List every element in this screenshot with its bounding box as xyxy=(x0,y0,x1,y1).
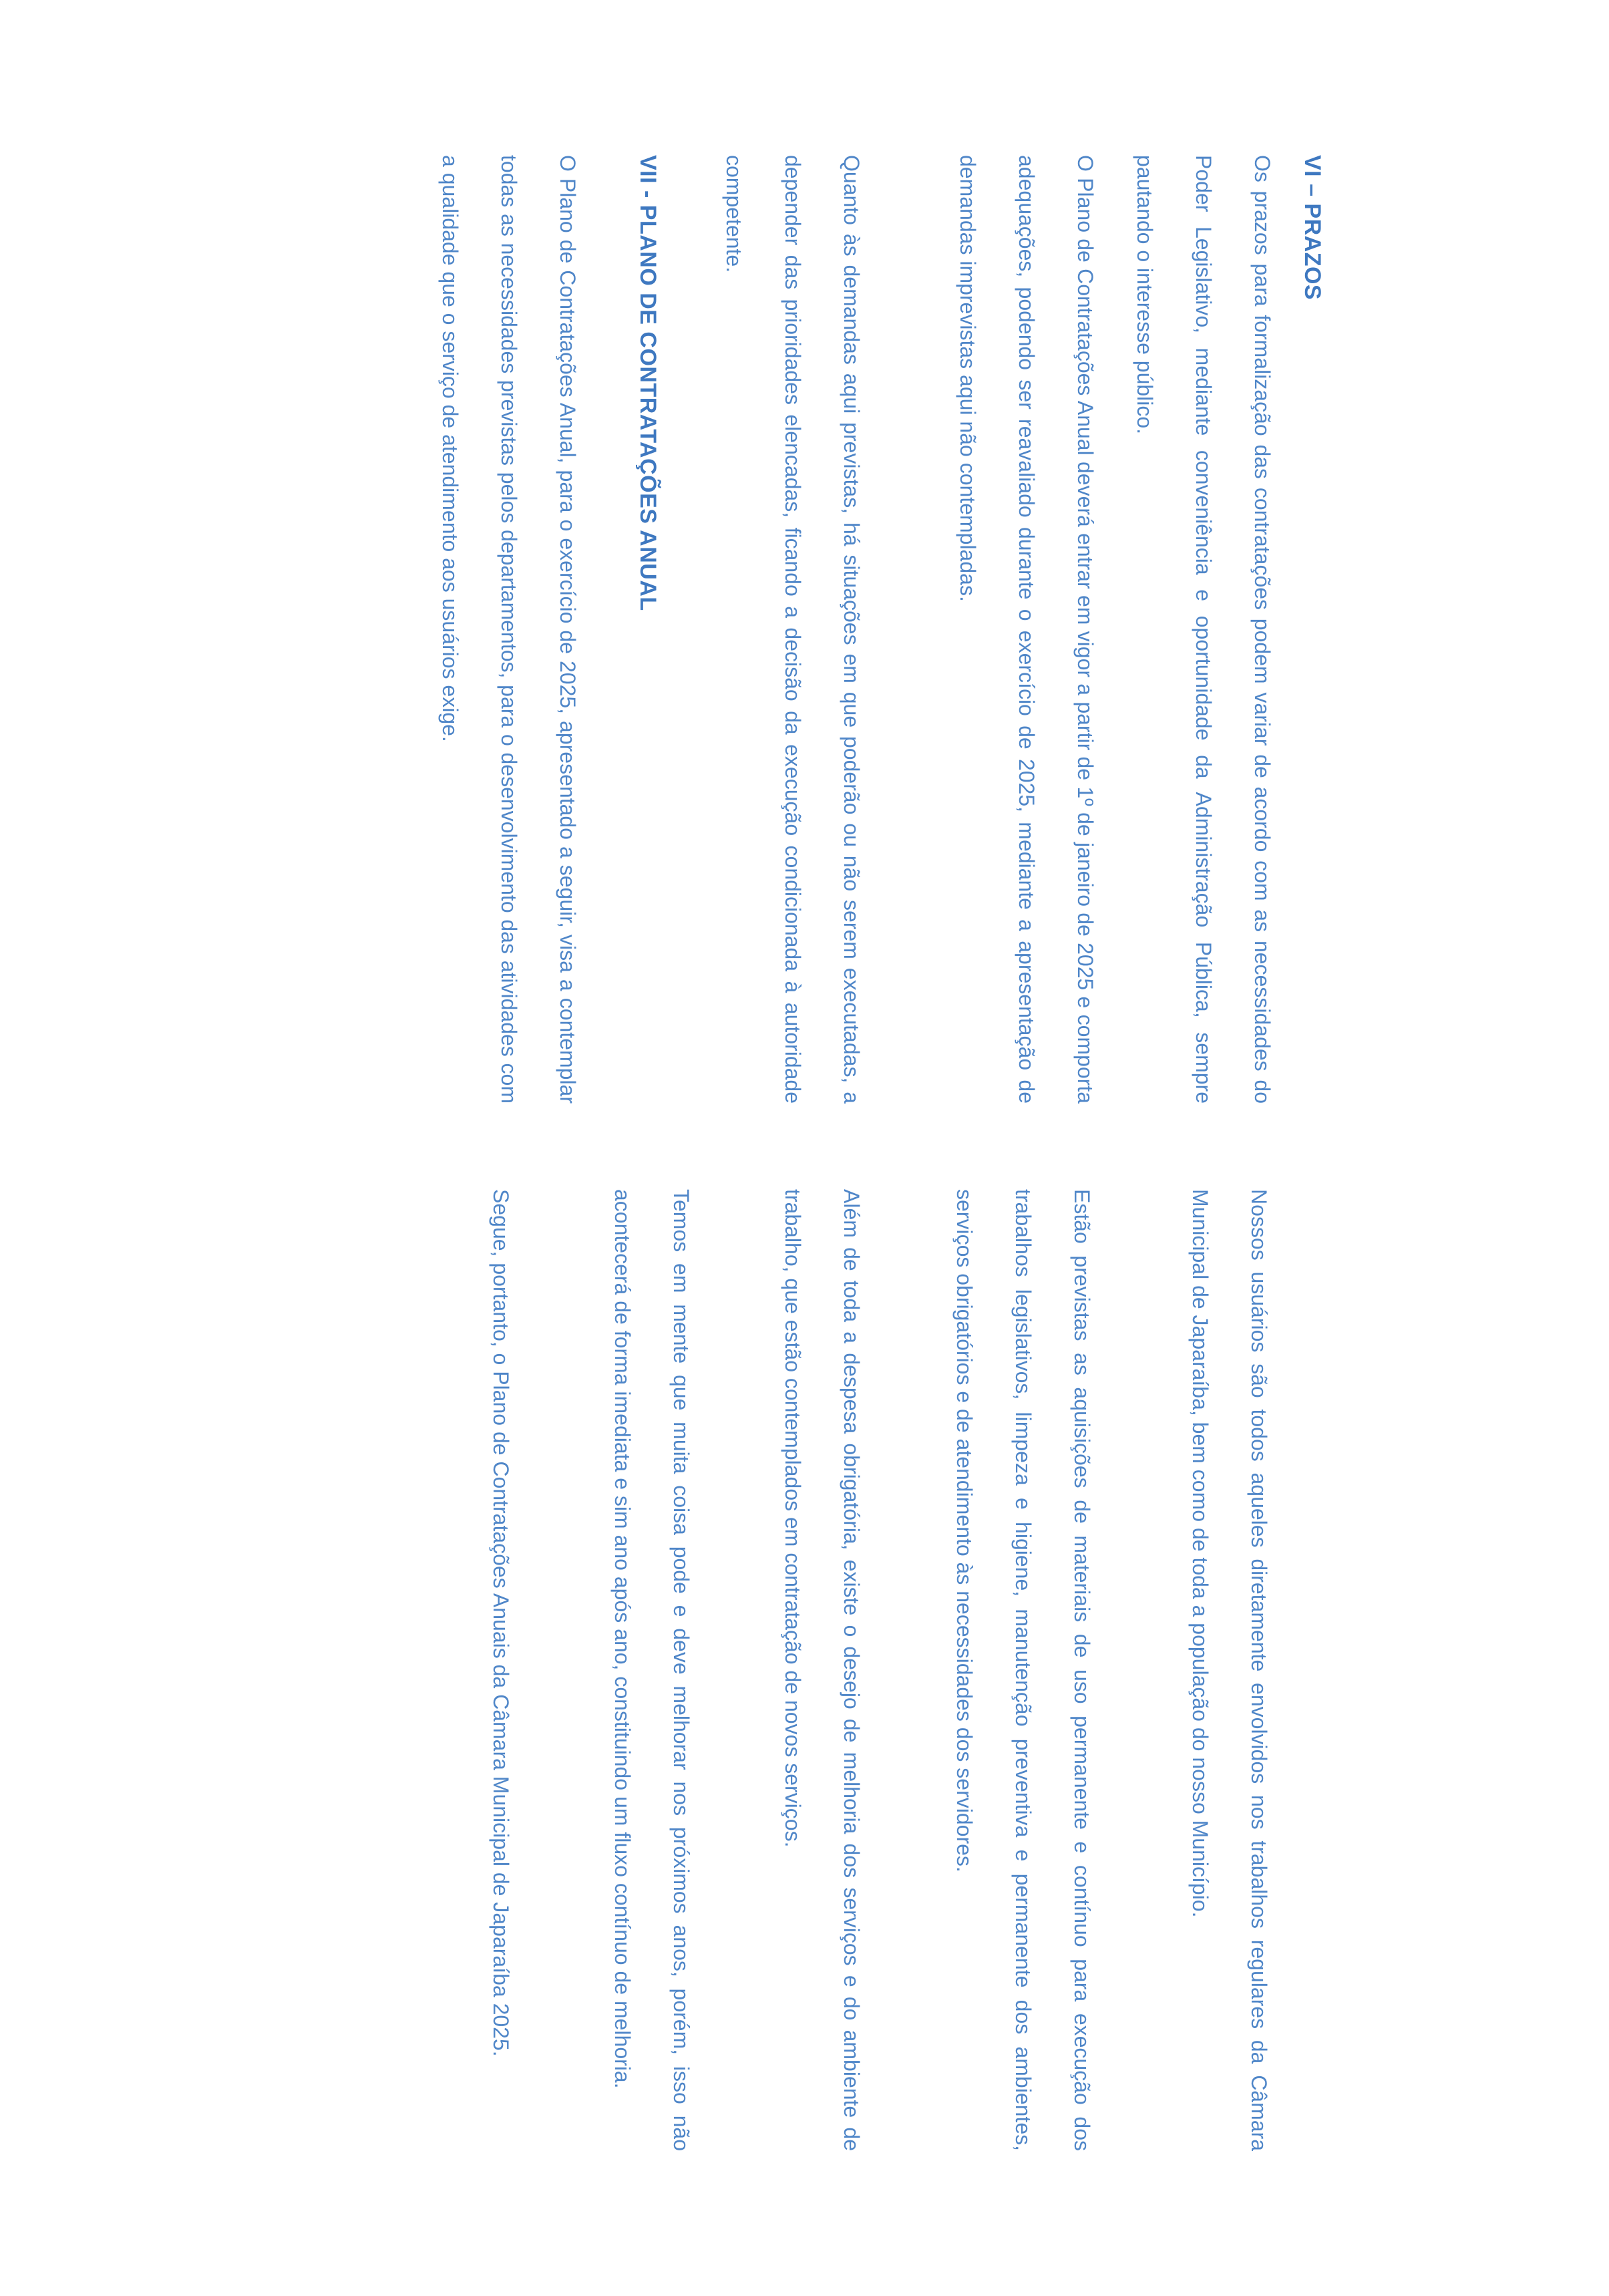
paragraph-plano-2: Nossos usuários são todos aqueles diretamente envolvidos nos trabalhos regulares da Câmara Municipal de Japaraíba, bem como de toda a população do nosso Município. xyxy=(1188,1189,1271,2151)
paragraph-prazos-1: Os prazos para formalização das contratações podem variar de acordo com as necessidades do Poder Legislativo, mediante conveniência e oportunidade da Administração Pública, sempre pautando o interesse público. xyxy=(1133,155,1274,1104)
paragraph-prazos-3: Quanto às demandas aqui previstas, há situações em que poderão ou não serem executadas, a depender das prioridades elencadas, ficando a decisão da execução condicionada à autoridade competente. xyxy=(722,155,864,1104)
paragraph-prazos-2: O Plano de Contratações Anual deverá entrar em vigor a partir de 1º de janeiro de 2025 e comporta adequações, podendo ser reavaliado durante o exercício de 2025, mediante a apresentação de demandas imprevistas aqui não contempladas. xyxy=(956,155,1097,1104)
section-heading-plano: VII - PLANO DE CONTRATAÇÕES ANUAL xyxy=(635,155,661,611)
section-heading-prazos: VI – PRAZOS xyxy=(1300,155,1325,301)
paragraph-plano-3: Estão previstas as aquisições de materiais de uso permanente e contínuo para execução dos trabalhos legislativos, limpeza e higiene, manutenção preventiva e permanente dos ambientes, serviços obrigatórios e de atendimento às necessidades dos servidores. xyxy=(952,1189,1094,2151)
paragraph-plano-4: Além de toda a despesa obrigatória, existe o desejo de melhoria dos serviços e do ambiente de trabalho, que estão contemplados em contratação de novos serviços. xyxy=(781,1189,864,2151)
paragraph-plano-5: Temos em mente que muita coisa pode e deve melhorar nos próximos anos, porém, isso não acontecerá de forma imediata e sim ano após ano, constituindo um fluxo contínuo de melhoria. xyxy=(610,1189,693,2151)
paragraph-plano-6: Segue, portanto, o Plano de Contratações Anuais da Câmara Municipal de Japaraíba 2025. xyxy=(489,1189,513,2057)
paragraph-plano-1: O Plano de Contratações Anual, para o exercício de 2025, apresentado a seguir, visa a contemplar todas as necessidades previstas pelos departamentos, para o desenvolvimento das atividades com a qualidade que o serviço de atendimento aos usuários exige. xyxy=(438,155,580,1104)
